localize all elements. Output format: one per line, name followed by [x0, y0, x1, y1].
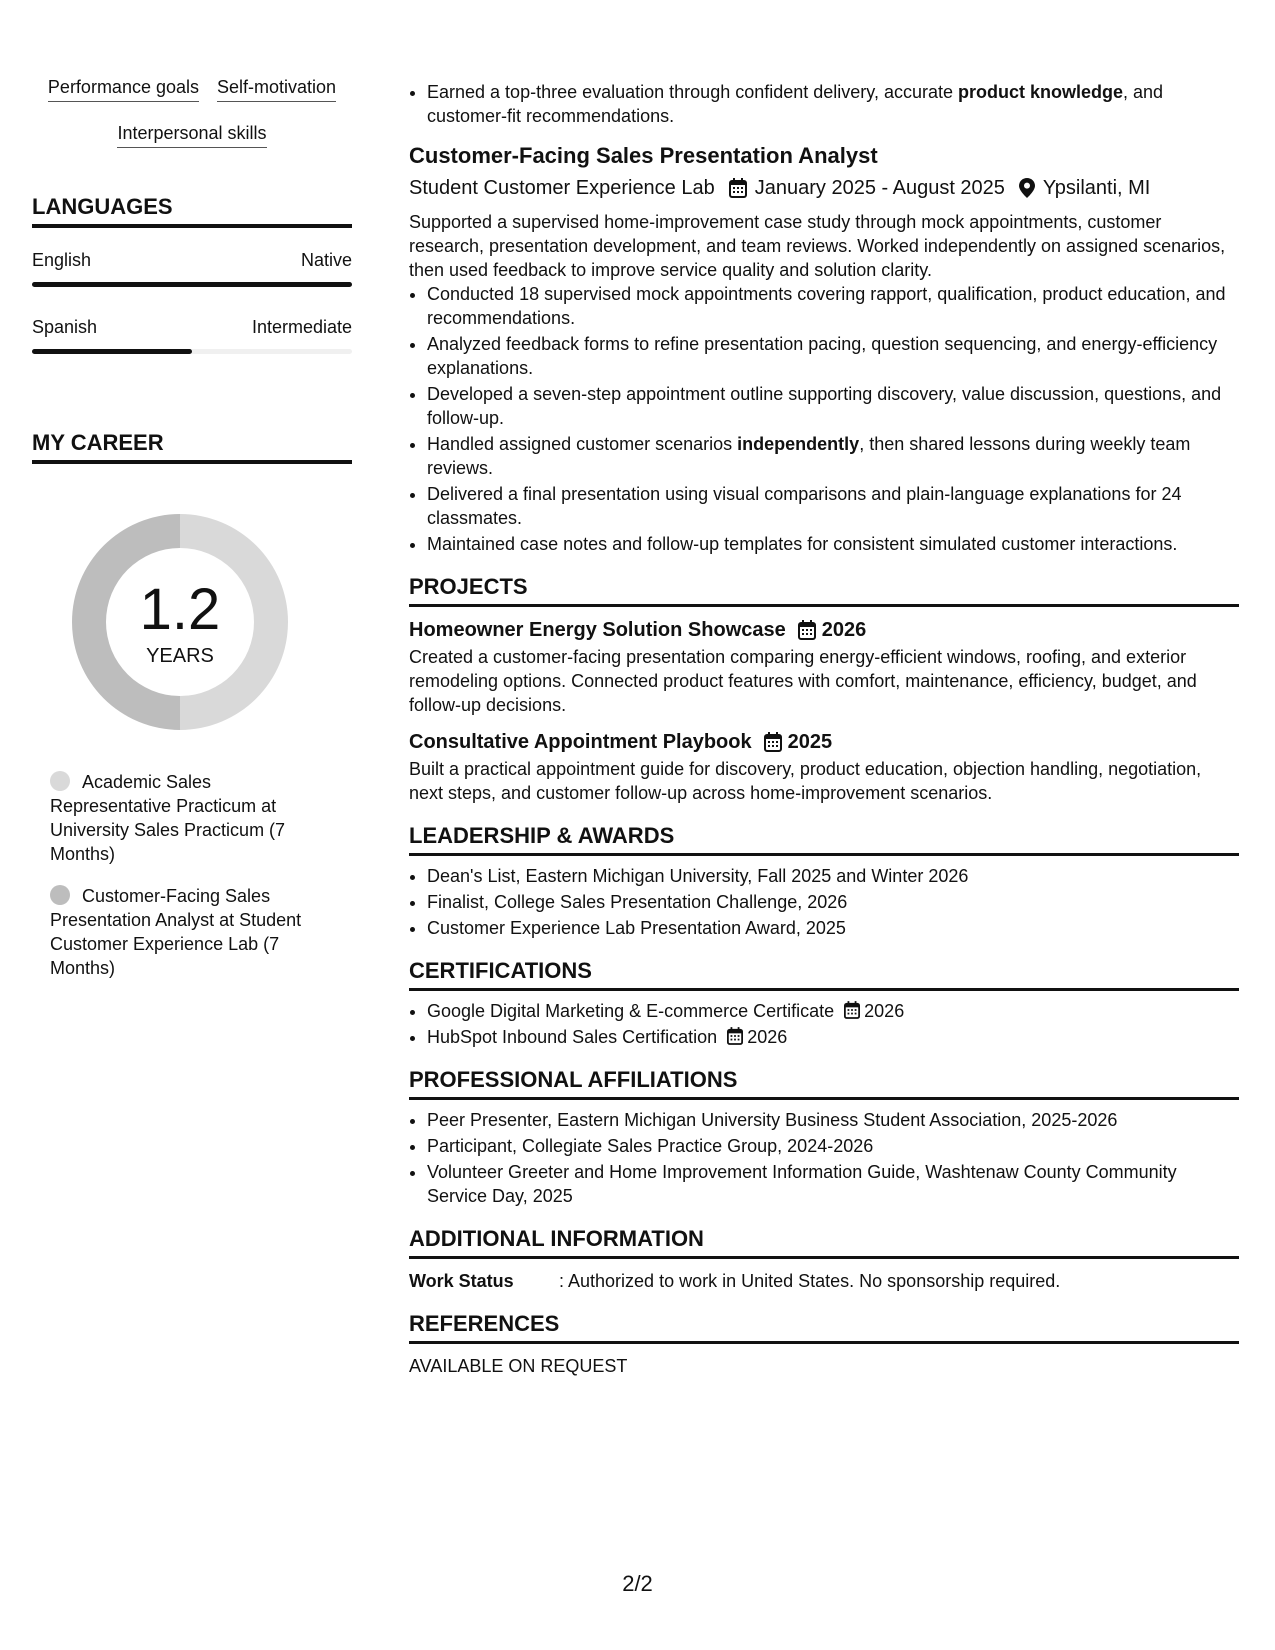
list-item: • Finalist, College Sales Presentation Challenge, 2026: [427, 890, 1239, 914]
language-name: Spanish: [32, 317, 98, 337]
list-item: • Customer Experience Lab Presentation Award, 2025: [427, 916, 1239, 940]
language-name: English: [32, 250, 92, 270]
language-level: Intermediate: [251, 317, 352, 337]
text: Earned a top-three evaluation through confident delivery, accurate: [427, 82, 958, 102]
project-title: Homeowner Energy Solution Showcase: [409, 619, 786, 641]
project-title-row: [409, 729, 1239, 755]
job-title: Customer-Facing Sales Presentation Analyst: [409, 143, 878, 168]
career-legend-item: [50, 770, 330, 866]
work-status-row: [409, 1269, 1239, 1293]
project-item: [409, 617, 1239, 717]
legend-dot-icon: [50, 771, 70, 791]
list-item: • Analyzed feedback forms to refine presentation pacing, question sequencing, and energy-efficiency explanations.: [427, 332, 1239, 380]
cert-name: Google Digital Marketing & E-commerce Certificate: [427, 1001, 835, 1021]
career-item-label: Academic Sales Representative Practicum at University Sales Practicum (7 Months): [50, 772, 286, 864]
prior-job-bullets: [409, 80, 1239, 128]
work-status-label: Work Status: [409, 1271, 514, 1291]
awards-heading: LEADERSHIP & AWARDS: [409, 823, 1239, 856]
language-spanish: [32, 315, 352, 354]
list-item: • Peer Presenter, Eastern Michigan University Business Student Association, 2025-2026: [427, 1108, 1239, 1132]
job-meta: [409, 174, 1239, 202]
project-item: [409, 729, 1239, 805]
cert-year: 2026: [864, 1001, 905, 1021]
list-item: [427, 999, 1239, 1023]
list-item: • Developed a seven-step appointment outline supporting discovery, value discussion, questions, and follow-up.: [427, 382, 1239, 430]
cert-year: 2026: [747, 1027, 788, 1047]
skill-tag: Performance goals: [48, 76, 199, 102]
career-donut-chart: [66, 508, 294, 736]
projects-heading: PROJECTS: [409, 574, 1239, 607]
calendar-icon: [727, 1027, 743, 1045]
list-item: [427, 432, 1239, 480]
language-proficiency-bar: [32, 349, 352, 354]
list-item: [427, 80, 1239, 128]
list-item: • Dean's List, Eastern Michigan University, Fall 2025 and Winter 2026: [427, 864, 1239, 888]
certifications-heading: CERTIFICATIONS: [409, 958, 1239, 991]
project-year: 2025: [787, 731, 833, 753]
cert-name: HubSpot Inbound Sales Certification: [427, 1027, 718, 1047]
project-title: Consultative Appointment Playbook: [409, 731, 752, 753]
list-item: • Participant, Collegiate Sales Practice Group, 2024-2026: [427, 1134, 1239, 1158]
job-bullets: [409, 282, 1239, 556]
career-item-label: Customer-Facing Sales Presentation Analyst at Student Customer Experience Lab (7 Months): [50, 886, 302, 978]
right-column: [409, 80, 1239, 1378]
text: , and customer-fit recommendations.: [427, 82, 1164, 126]
awards-list: [409, 864, 1239, 940]
career-years-value: 1.2: [139, 577, 221, 642]
text: , then shared lessons during weekly team reviews.: [427, 434, 1191, 478]
skill-tag: Self-motivation: [217, 76, 336, 102]
calendar-icon: [798, 620, 816, 640]
language-english: [32, 248, 352, 287]
calendar-icon: [764, 732, 782, 752]
job-summary: Supported a supervised home-improvement case study through mock appointments, customer research, presentation development, and team reviews. Worked independently on assigned scenarios, then used feedback to improve service quality and solution clarity.: [409, 212, 1226, 280]
work-status-value: : Authorized to work in United States. No sponsorship required.: [559, 1271, 1061, 1291]
list-item: [427, 1025, 1239, 1049]
skills-list: [32, 76, 352, 148]
calendar-icon: [729, 178, 747, 198]
affiliations-list: [409, 1108, 1239, 1208]
career-legend: [50, 770, 330, 980]
location-pin-icon: [1019, 178, 1035, 198]
references-heading: REFERENCES: [409, 1311, 1239, 1344]
languages-heading: LANGUAGES: [32, 194, 352, 228]
project-description: Created a customer-facing presentation comparing energy-efficient windows, roofing, and exterior remodeling options. Connected product features with comfort, maintenance, efficiency, budget, and follow-up decisions.: [409, 647, 1197, 715]
language-proficiency-fill: [32, 349, 192, 354]
legend-dot-icon: [50, 885, 70, 905]
job-location: Ypsilanti, MI: [1042, 177, 1151, 199]
career-donut-center: [66, 577, 294, 668]
language-proficiency-fill: [32, 282, 352, 287]
left-column: [32, 76, 352, 998]
job-company: Student Customer Experience Lab: [409, 177, 715, 199]
project-year: 2026: [821, 619, 867, 641]
additional-info-heading: ADDITIONAL INFORMATION: [409, 1226, 1239, 1259]
career-heading: MY CAREER: [32, 430, 352, 464]
project-title-row: [409, 617, 1239, 643]
career-legend-item: [50, 884, 330, 980]
language-proficiency-bar: [32, 282, 352, 287]
calendar-icon: [844, 1001, 860, 1019]
language-level: Native: [300, 250, 352, 270]
text: Handled assigned customer scenarios: [427, 434, 738, 454]
list-item: • Delivered a final presentation using visual comparisons and plain-language explanations for 24 classmates.: [427, 482, 1239, 530]
bold-text: product knowledge: [958, 82, 1124, 102]
list-item: • Conducted 18 supervised mock appointments covering rapport, qualification, product education, and recommendations.: [427, 282, 1239, 330]
career-years-unit: YEARS: [146, 645, 214, 667]
bold-text: independently: [737, 434, 860, 454]
list-item: • Maintained case notes and follow-up templates for consistent simulated customer interactions.: [427, 532, 1239, 556]
list-item: • Volunteer Greeter and Home Improvement Information Guide, Washtenaw County Community Service Day, 2025: [427, 1160, 1239, 1208]
page-number: 2/2: [622, 1571, 653, 1596]
affiliations-heading: PROFESSIONAL AFFILIATIONS: [409, 1067, 1239, 1100]
certifications-list: [409, 999, 1239, 1049]
job-dates: January 2025 - August 2025: [754, 177, 1005, 199]
project-description: Built a practical appointment guide for discovery, product education, objection handling, negotiation, next steps, and customer follow-up across home-improvement scenarios.: [409, 759, 1202, 803]
references-text: AVAILABLE ON REQUEST: [409, 1356, 628, 1376]
skill-tag: Interpersonal skills: [117, 122, 266, 148]
